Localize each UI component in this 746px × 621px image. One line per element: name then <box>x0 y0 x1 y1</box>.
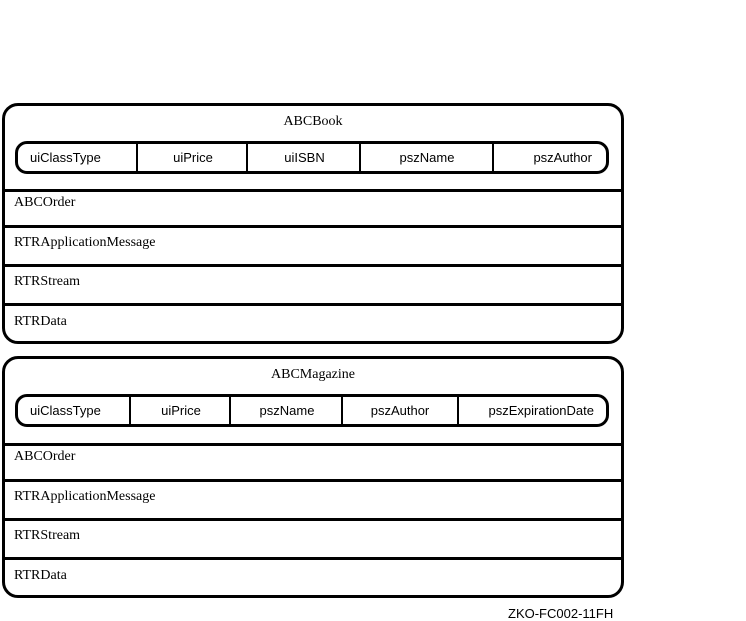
field: pszName <box>399 150 455 165</box>
row-divider <box>5 443 621 446</box>
row-divider <box>5 303 621 306</box>
field: pszExpirationDate <box>488 403 594 418</box>
field-list <box>15 141 609 174</box>
row-divider <box>5 557 621 560</box>
base-class: ABCOrder <box>14 449 76 464</box>
row-divider <box>5 479 621 482</box>
field: pszName <box>259 403 315 418</box>
field: pszAuthor <box>533 150 592 165</box>
class-title: ABCBook <box>283 114 343 129</box>
class-box-abcmagazine <box>2 356 624 598</box>
base-class: ABCOrder <box>14 195 76 210</box>
row-divider <box>5 225 621 228</box>
field: uiClassType <box>30 150 101 165</box>
figure-id: ZKO-FC002-11FH <box>508 606 614 621</box>
base-class: RTRApplicationMessage <box>14 235 156 250</box>
row-divider <box>5 189 621 192</box>
field: uiClassType <box>30 403 101 418</box>
base-class: RTRStream <box>14 274 81 289</box>
row-divider <box>5 264 621 267</box>
class-box-abcbook <box>2 103 624 344</box>
base-class: RTRData <box>14 314 67 329</box>
field: pszAuthor <box>370 403 430 418</box>
field: uiPrice <box>173 150 213 165</box>
class-title: ABCMagazine <box>271 367 355 382</box>
field-list <box>15 394 609 427</box>
base-class: RTRApplicationMessage <box>14 489 156 504</box>
field: uiISBN <box>284 150 325 165</box>
base-class: RTRData <box>14 568 67 583</box>
base-class: RTRStream <box>14 528 81 543</box>
row-divider <box>5 518 621 521</box>
field: uiPrice <box>161 403 201 418</box>
